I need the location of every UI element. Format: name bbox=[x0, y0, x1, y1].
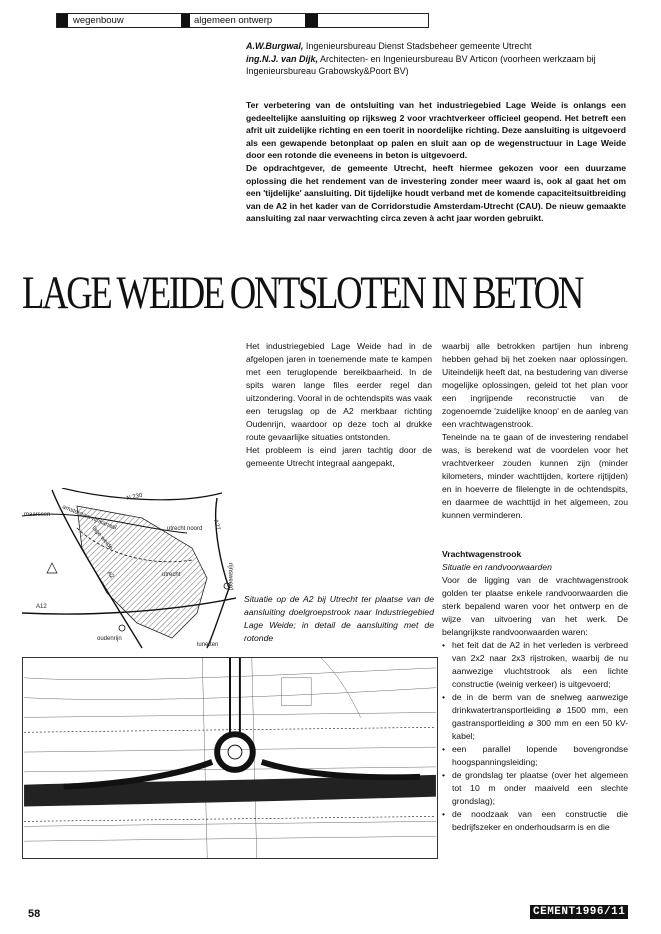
figure-caption: Situatie op de A2 bij Utrecht ter plaatse van de aansluiting doelgroepstrook naar Industriegebied Lage Weide; in detail de aansluiting met de rotonde bbox=[244, 594, 434, 643]
map-label: lunetten bbox=[197, 642, 219, 648]
magazine-issue: CEMENT1996/11 bbox=[530, 905, 628, 919]
intro-paragraph: De opdrachtgever, de gemeente Utrecht, heeft hiermee gekozen voor een duurzame oplossing die het rendement van de investering zonder meer waard is, ook al gaat het om een 'tijdelijke' aansluiting. Dit tijdelijke houdt verband met de komende capaciteitsuitbreiding van de A2 in het kader van de Corridorstudie Amsterdam-Utrecht (CAU). De nieuw gemaakte aansluiting zal naar verwachting circa zeven à acht jaar worden gebruikt. bbox=[246, 162, 626, 224]
section-heading: Vrachtwagenstrook bbox=[442, 549, 522, 559]
section-label-wegenbouw: wegenbouw bbox=[73, 15, 124, 26]
author-name: A.W.Burgwal, bbox=[246, 41, 304, 51]
map-label: amsterdam-rijnkanaal bbox=[61, 504, 117, 532]
author-affiliation: Ingenieursbureau Dienst Stadsbeheer gemeente Utrecht bbox=[303, 41, 532, 51]
header-block bbox=[305, 14, 318, 27]
list-item: • de noodzaak van een constructie die bedrijfszeker en onderhoudsarm is en die bbox=[442, 808, 628, 834]
map-label: A2 bbox=[105, 570, 115, 580]
body-paragraph: waarbij alle betrokken partijen hun inbreng hebben gehad bij het zoeken naar oplossingen. Uiteindelijk heeft dat, na bestudering van diverse mogelijke oplossingen, geleid tot het plan voor een ingrijpende reconstructie van de zogenoemde 'zuidelijke knoop' en de aanleg van een vrachtwagenstrook. bbox=[442, 341, 628, 429]
roundabout-detail-drawing bbox=[22, 657, 438, 859]
map-label: A27 bbox=[212, 518, 221, 531]
map-label: oudenrijn bbox=[97, 636, 122, 642]
map-label: lage weide bbox=[90, 525, 114, 552]
conditions-list bbox=[442, 639, 628, 834]
map-label: utrecht bbox=[162, 572, 181, 578]
body-paragraph: Voor de ligging van de vrachtwagenstrook golden ter plaatse enkele randvoorwaarden die sterk bepalend waren voor het ontwerp en de wijze van uitvoering van het werk. De belangrijkste randvoorwaarden waren: bbox=[442, 575, 628, 637]
section-subheading: Situatie en randvoorwaarden bbox=[442, 562, 552, 572]
article-title: LAGE WEIDE ONTSLOTEN IN BETON bbox=[22, 267, 583, 319]
section-label-ontwerp: algemeen ontwerp bbox=[194, 15, 273, 26]
body-paragraph: Het industriegebied Lage Weide had in de afgelopen jaren in toenemende mate te kampen met een teruglopende bereikbaarheid. In de spits waren lange files eerder regel dan uitzondering. Vooral in de ochtendspits was vaak een terugslag op de A2 merkbaar richting Oudenrijn, waardoor op deze toch al drukke route gevaarlijke situaties ontstonden. bbox=[246, 341, 432, 442]
body-column-1 bbox=[246, 340, 432, 470]
map-label: A12 bbox=[36, 604, 47, 610]
body-paragraph: Teneinde na te gaan of de investering rendabel was, is berekend wat de voordelen voor het vrachtverkeer zouden kunnen zijn (minder kilometers, minder wachttijden, kortere rijtijden) en in hoeverre de filelengte in de ochtendspits, en daarmee de wachttijd in het algemeen, zou kunnen verminderen. bbox=[442, 432, 628, 520]
list-item: • een parallel lopende bovengrondse hoogspanningsleiding; bbox=[442, 743, 628, 769]
author-block bbox=[246, 40, 626, 78]
list-item: • de in de berm van de snelweg aanwezige drinkwatertransportleiding ø 1500 mm, een gastransportleiding ø 300 mm en een 50 kV-kabel; bbox=[442, 691, 628, 743]
map-label: N 230 bbox=[126, 492, 144, 502]
map-label: maarssen bbox=[24, 512, 51, 518]
author-name: ing.N.J. van Dijk, bbox=[246, 53, 319, 64]
header-block bbox=[57, 14, 68, 27]
author-1 bbox=[246, 40, 626, 53]
body-column-2 bbox=[442, 340, 628, 522]
list-item: • de grondslag ter plaatse (over het algemeen tot 10 m onder maaiveld een slechte grondslag); bbox=[442, 769, 628, 808]
map-label: utrecht noord bbox=[167, 526, 203, 532]
header-block bbox=[181, 14, 190, 27]
author-2 bbox=[246, 53, 626, 78]
page-number: 58 bbox=[28, 908, 41, 920]
map-label: rijnsweerd bbox=[227, 563, 233, 591]
author-affiliation: Architecten- en Ingenieursbureau BV Articon (voorheen werkzaam bij Ingenieursbureau Grabowsky&Poort BV) bbox=[246, 53, 596, 76]
body-column-3 bbox=[442, 548, 628, 834]
situation-map bbox=[22, 488, 236, 650]
list-item: • het feit dat de A2 in het verleden is verbreed van 2x2 naar 2x3 rijstroken, waarbij de nu aanwezige vluchtstrook als een lichte constructie (weinig verkeer) is uitgevoerd; bbox=[442, 639, 628, 691]
section-header-bar bbox=[56, 13, 429, 28]
intro-text bbox=[246, 99, 626, 225]
intro-paragraph: Ter verbetering van de ontsluiting van het industriegebied Lage Weide is onlangs een gedeeltelijke aansluiting op rijksweg 2 voor vrachtverkeer officieel geopend. Het betreft een afrit uit zuidelijke richting en een toerit in noordelijke richting. Deze aansluiting is uitgevoerd als een gewapende betonplaat op palen en sluit aan op de wegenstructuur in Lage Weide door een rotonde die eveneens in beton is uitgevoerd. bbox=[246, 100, 626, 161]
body-paragraph: Het probleem is eind jaren tachtig door de gemeente Utrecht integraal aangepakt, bbox=[246, 445, 432, 468]
